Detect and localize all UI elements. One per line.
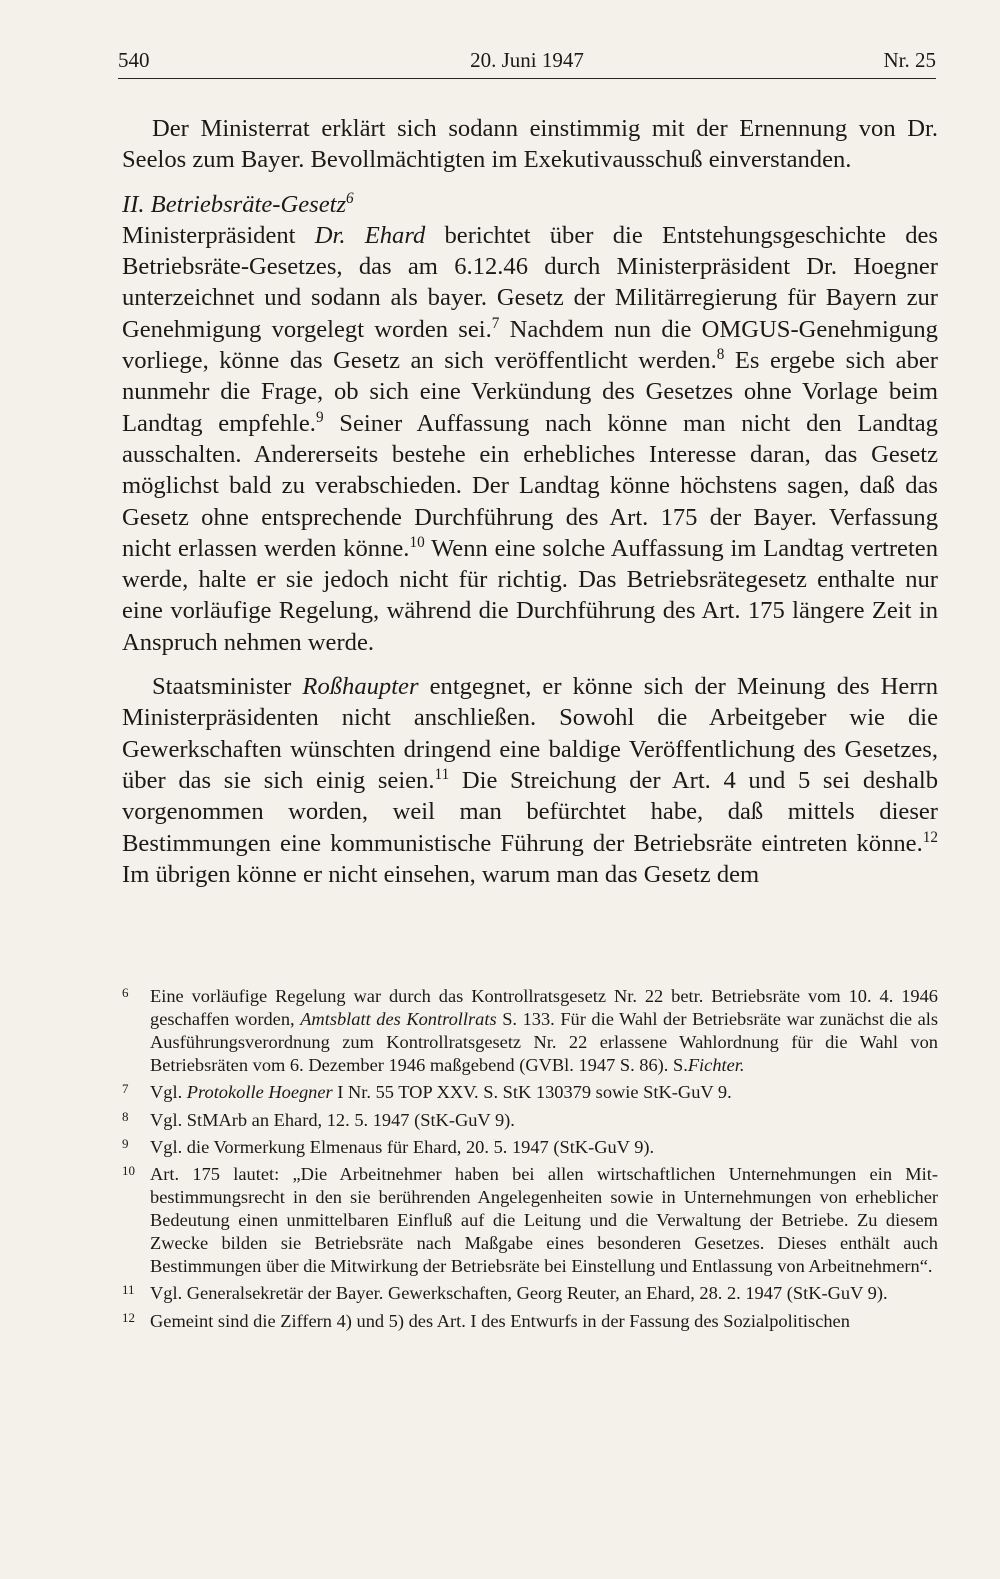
footnote-text: Art. 175 lautet: „Die Arbeitnehmer haben bei allen wirtschaftlichen Unternehmungen ein Mitbestimmungsrecht in den sie berührenden Angelegenheiten sowie in Unternehmungen von erheblicher Bedeutung einen unmittelbaren Einfluß auf die Leitung und die Verwaltung der Betriebe. Zu diesem Zwecke bilden sie Betriebsräte nach Maßgabe eines besonderen Gesetzes. Dieses enthält auch Bestimmungen über die Mitwirkung der Betriebsräte bei Einstellung und Entlassung von Arbeitnehmern“. (150, 1164, 938, 1276)
footnote-10 (122, 1163, 938, 1278)
footnote-number: 8 (122, 1108, 129, 1124)
text-run: Seiner Auffassung nach könne man nicht den Landtag ausschalten. Andererseits bestehe ein erhebliches Interesse daran, das Gesetz möglichst bald zu verabschieden. Der Landtag könne höchstens sagen, daß das Gesetz ohne entsprechende Durchführung des Art. 175 der Bayer. Verfassung nicht erlassen werden könne. (122, 409, 938, 562)
text-run: berichtet über die Entstehungsgeschichte des Betriebsräte-Gesetzes, das am 6.12.46 durch Ministerpräsident Dr. Hoegner unterzeichnet und sodann als bayer. Gesetz der Militärregierung für Bayern zur Genehmigung vorgelegt worden sei. (122, 221, 938, 343)
paragraph-ehard (122, 220, 938, 658)
footnotes (122, 985, 938, 1337)
text-run: Eine vorläufige Regelung war durch das Kontrollratsgesetz Nr. 22 betr. Betriebsräte vom 10. 4. 1946 geschaffen worden, (150, 986, 938, 1029)
speaker-name: Dr. Ehard (314, 221, 426, 249)
footnote-text: Gemeint sind die Ziffern 4) und 5) des Art. I des Entwurfs in der Fassung des Sozialpolitischen (150, 1310, 850, 1331)
running-header (118, 44, 936, 79)
header-date: 20. Juni 1947 (470, 48, 584, 72)
footnote-9 (122, 1136, 938, 1159)
author-name: Fichter. (687, 1054, 745, 1075)
footnote-12 (122, 1310, 938, 1333)
footnote-number: 6 (122, 985, 129, 1000)
text-run: Die Streichung der Art. 4 und 5 sei deshalb vorgenommen worden, weil man befürchtet habe, daß mittels dieser Bestimmungen eine kommunistische Führung der Betriebsräte eintreten könne. (122, 766, 938, 857)
footnote-ref-7: 7 (491, 314, 500, 332)
footnote-ref-11: 11 (434, 765, 450, 783)
main-text (122, 113, 938, 890)
citation-title: Protokolle Hoegner (186, 1082, 333, 1103)
section-heading (122, 189, 938, 220)
footnote-text: Vgl. StMArb an Ehard, 12. 5. 1947 (StK-GuV 9). (150, 1109, 515, 1130)
text-run: Es ergebe sich aber nunmehr die Frage, ob sich eine Verkündung des Gesetzes ohne Vorlage beim Landtag empfehle. (122, 347, 938, 437)
section-title: II. Betriebsräte-Gesetz (122, 190, 347, 218)
footnote-number: 12 (122, 1309, 135, 1325)
text-run: Ministerpräsident (122, 221, 315, 249)
text-run: Staatsminister (152, 673, 303, 701)
footnote-11 (122, 1282, 938, 1305)
text-run: Im übrigen könne er nicht einsehen, warum man das Gesetz dem (122, 860, 760, 888)
footnote-ref-9: 9 (315, 408, 324, 426)
text-run: Nachdem nun die OMGUS-Genehmigung vorliege, könne das Gesetz an sich veröffentlicht werden. (122, 315, 938, 375)
speaker-name: Roßhaupter (302, 673, 419, 701)
footnote-ref-8: 8 (716, 345, 725, 363)
footnote-6 (122, 985, 938, 1077)
footnote-8 (122, 1109, 938, 1132)
footnote-text: Vgl. Generalsekretär der Bayer. Gewerkschaften, Georg Reuter, an Ehard, 28. 2. 1947 (StK-GuV 9). (150, 1283, 888, 1304)
footnote-number: 7 (122, 1081, 129, 1097)
footnote-text: Vgl. die Vormerkung Elmenaus für Ehard, 20. 5. 1947 (StK-GuV 9). (150, 1136, 655, 1157)
footnote-7 (122, 1081, 938, 1104)
text-run: I Nr. 55 TOP XXV. S. StK 130379 sowie StK-GuV 9. (332, 1082, 732, 1103)
footnote-number: 10 (122, 1163, 135, 1179)
footnote-ref-6: 6 (346, 189, 354, 207)
footnote-ref-10: 10 (409, 533, 425, 551)
page-number: 540 (118, 48, 150, 72)
issue-number: Nr. 25 (883, 48, 936, 72)
citation-title: Amtsblatt des Kontrollrats (300, 1008, 497, 1029)
footnote-ref-12: 12 (922, 828, 938, 846)
text-run: entgegnet, er könne sich der Meinung des Herrn Ministerpräsidenten nicht anschließen. Sowohl die Arbeitgeber wie die Gewerkschaften wünschten dringend eine baldige Veröffentlichung des Gesetzes, über das sie sich einig seien. (122, 673, 939, 794)
footnote-number: 9 (122, 1135, 129, 1151)
text-run: S. 133. Für die Wahl der Betriebsräte war zunächst die als Ausführungsverordnung zum Kontrollratsgesetz Nr. 22 erlassene Wahlordnung für die Wahl von Betriebsräten vom 6. Dezember 1946 maßgebend (GVBl. 1947 S. 86). S. (150, 1008, 938, 1075)
paragraph-rosshaupter (122, 671, 938, 890)
footnote-number: 11 (122, 1282, 135, 1298)
paragraph-ministerrat: Der Ministerrat erklärt sich sodann einstimmig mit der Ernennung von Dr. Seelos zum Bayer. Bevollmächtigten im Exekutivausschuß einverstanden. (122, 115, 938, 174)
text-run: Wenn eine solche Auffassung im Landtag vertreten werde, halte er sie jedoch nicht für richtig. Das Betriebsrätegesetz enthalte nur eine vorläufige Regelung, während die Durchführung des Art. 175 längere Zeit in Anspruch nehmen werde. (122, 534, 938, 656)
text-run: Vgl. (150, 1082, 187, 1103)
